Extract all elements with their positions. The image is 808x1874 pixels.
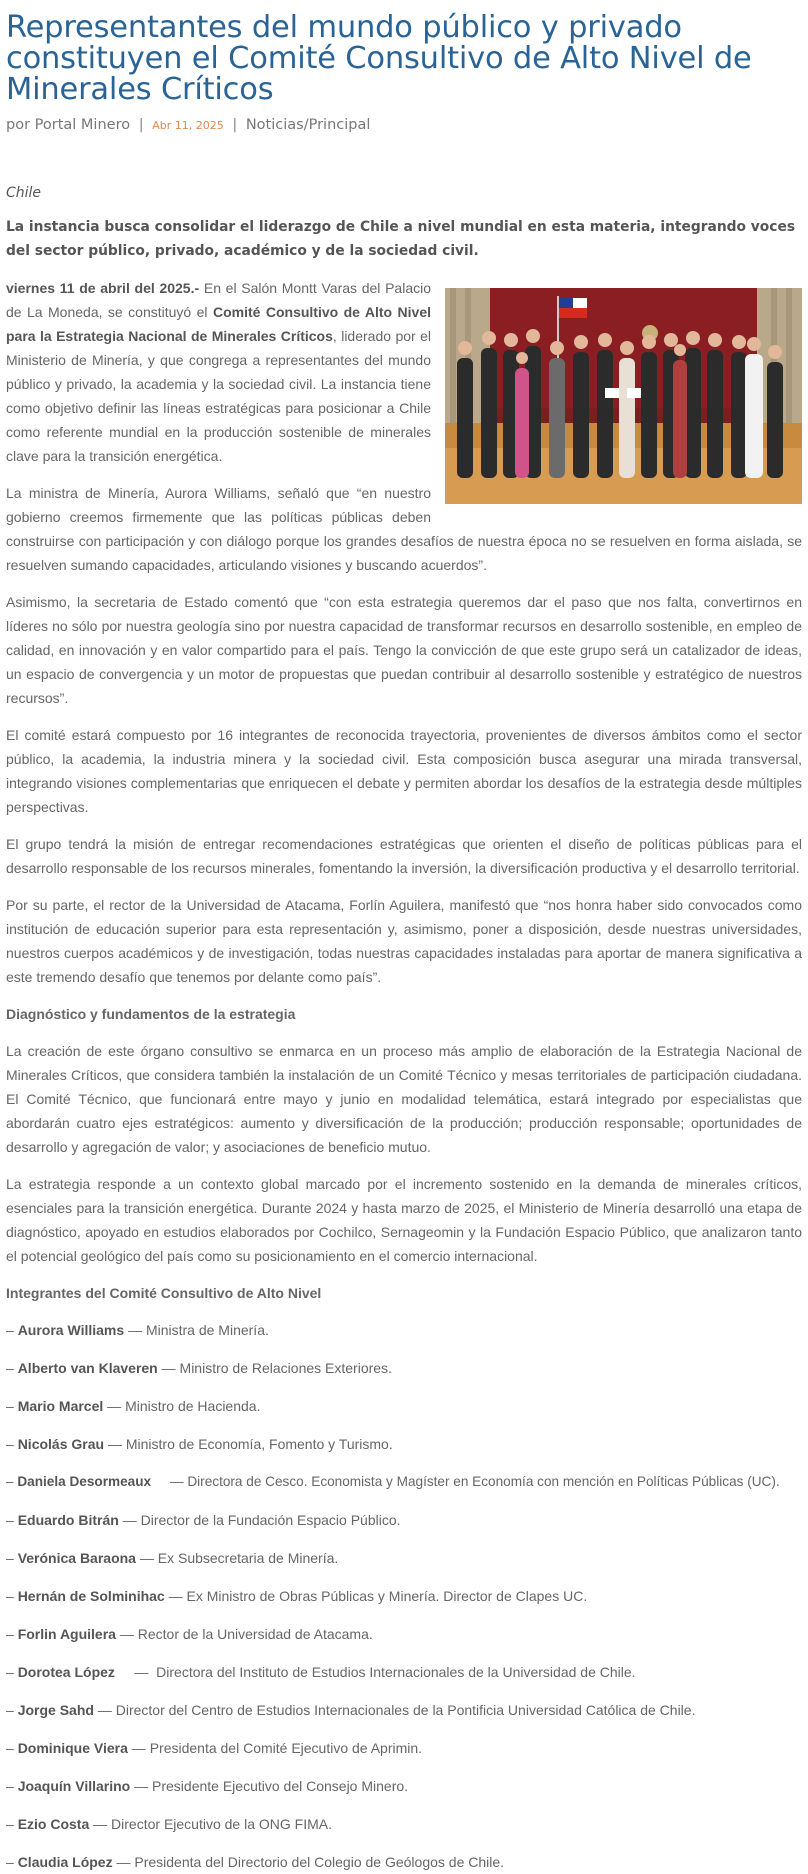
member-name: Nicolás Grau <box>17 1436 105 1452</box>
paragraph-1 <box>6 276 802 468</box>
meta-separator: | <box>232 117 238 133</box>
member-role: Director Ejecutivo de la ONG FIMA. <box>111 1816 332 1832</box>
member-name: Dorotea López <box>17 1664 115 1680</box>
member-role: Presidenta del Directorio del Colegio de Geólogos de Chile. <box>134 1854 505 1870</box>
post-meta <box>6 117 802 133</box>
member-sep: — <box>130 1778 153 1794</box>
list-item <box>6 1774 802 1798</box>
list-item <box>6 1432 802 1456</box>
member-name: Joaquín Villarino <box>17 1778 131 1794</box>
article-title: Representantes del mundo público y privado constituyen el Comité Consultivo de Alto Nivel de Minerales Críticos <box>6 10 752 107</box>
member-role: Presidenta del Comité Ejecutivo de Aprimin. <box>149 1740 423 1756</box>
member-role: Directora del Instituto de Estudios Internacionales de la Universidad de Chile. <box>156 1664 636 1680</box>
member-name: Mario Marcel <box>17 1398 104 1414</box>
list-item <box>6 1698 802 1722</box>
member-sep: — <box>115 1626 138 1642</box>
paragraph-5: El grupo tendrá la misión de entregar recomendaciones estratégicas que orienten el diseño de políticas públicas para el desarrollo responsable de los recursos minerales, fomentando la inversión, la diversificación productiva y el desarrollo territorial. <box>6 836 802 876</box>
article-photo <box>445 288 802 504</box>
dash: – <box>6 1816 18 1832</box>
dash: – <box>6 1702 18 1718</box>
member-sep: — <box>135 1550 158 1566</box>
region-label: Chile <box>6 185 42 201</box>
member-role: Director del Centro de Estudios Internacionales de la Pontificia Universidad Católica de Chile. <box>115 1702 696 1718</box>
member-sep: — <box>127 1740 150 1756</box>
paragraph-6: Por su parte, el rector de la Universidad de Atacama, Forlín Aguilera, manifestó que “nos honra haber sido convocados como institución de educación superior para esta representación y, asimismo, poner a disposición, desde nuestras universidades, nuestros cuerpos académicos y de investigación, todas nuestras capacidades instaladas para aportar de manera significativa a este tremendo desafío que tenemos por delante como país”. <box>6 897 802 985</box>
p1-text-b: , liderado por el Ministerio de Minería, y que congrega a representantes del mundo público y privado, la academia y la sociedad civil. La instancia tiene como objetivo definir las líneas estratégicas para posicionar a Chile como referente mundial en la producción sostenible de minerales clave para la transición energética. <box>6 328 431 464</box>
section-heading-diagnostico: Diagnóstico y fundamentos de la estrategia <box>6 1006 296 1022</box>
member-role: Ministro de Relaciones Exteriores. <box>179 1360 392 1376</box>
category-link[interactable]: Noticias/Principal <box>245 117 371 133</box>
member-sep: — <box>104 1436 126 1452</box>
member-sep: — <box>114 1664 157 1680</box>
member-sep: — <box>118 1512 141 1528</box>
member-role: Presidente Ejecutivo del Consejo Minero. <box>152 1778 409 1794</box>
author-link[interactable]: Portal Minero <box>34 117 131 133</box>
list-item <box>6 1812 802 1836</box>
list-item <box>6 1508 802 1532</box>
list-item <box>6 1850 802 1874</box>
members-list <box>6 1318 802 1874</box>
member-sep: — <box>164 1588 187 1604</box>
dash: – <box>6 1778 18 1794</box>
list-item <box>6 1660 802 1684</box>
member-sep: — <box>89 1816 112 1832</box>
dash: – <box>6 1436 18 1452</box>
member-name: Daniela Desormeaux <box>17 1474 152 1489</box>
member-role: Ex Subsecretaria de Minería. <box>157 1550 339 1566</box>
list-item <box>6 1394 802 1418</box>
paragraph-2: La ministra de Minería, Aurora Williams, señaló que “en nuestro gobierno creemos firmemente que las políticas públicas deben construirse con participación y con diálogo porque los grandes desafíos de nuestra época no se resuelven en forma aislada, se resuelven sumando capacidades, articulando visiones y buscando acuerdos”. <box>6 485 802 573</box>
dash: – <box>6 1512 18 1528</box>
dash: – <box>6 1588 18 1604</box>
dash: – <box>6 1740 18 1756</box>
dash: – <box>6 1474 18 1489</box>
member-name: Jorge Sahd <box>17 1702 94 1718</box>
member-role: Ex Ministro de Obras Públicas y Minería. Director de Clapes UC. <box>186 1588 588 1604</box>
member-name: Eduardo Bitrán <box>17 1512 119 1528</box>
member-role: Rector de la Universidad de Atacama. <box>137 1626 373 1642</box>
list-item <box>6 1470 802 1494</box>
member-name: Hernán de Solminihac <box>17 1588 165 1604</box>
member-name: Ezio Costa <box>17 1816 90 1832</box>
list-item <box>6 1584 802 1608</box>
paragraph-4: El comité estará compuesto por 16 integrantes de reconocida trayectoria, provenientes de diversos ámbitos como el sector público, la academia, la industria minera y la sociedad civil. Esta composición busca asegurar una mirada transversal, integrando visiones complementarias que enriquecen el debate y permiten abordar los desafíos de la estrategia desde múltiples perspectivas. <box>6 727 802 815</box>
dash: – <box>6 1854 18 1870</box>
member-role: Ministra de Minería. <box>145 1322 269 1338</box>
member-name: Forlin Aguilera <box>17 1626 116 1642</box>
meta-by: por <box>6 117 31 133</box>
member-sep: — <box>103 1398 126 1414</box>
paragraph-3: Asimismo, la secretaria de Estado comentó que “con esta estrategia queremos dar el paso que nos falta, convertirnos en líderes no sólo por nuestra geología sino por nuestra capacidad de transformar recursos en desarrollo sostenible, en empleo de calidad, en innovación y en valor compartido para el país. Tengo la convicción de que este grupo será un catalizador de ideas, un espacio de convergencia y un motor de propuestas que puedan contribuir al desarrollo sostenible y estratégico de nuestros recursos”. <box>6 594 802 706</box>
paragraph-8: La estrategia responde a un contexto global marcado por el incremento sostenido en la demanda de minerales críticos, esenciales para la transición energética. Durante 2024 y hasta marzo de 2025, el Ministerio de Minería desarrolló una etapa de diagnóstico, apoyado en estudios elaborados por Cochilco, Sernageomin y la Fundación Espacio Público, que analizaron tanto el potencial geológico del país como su posicionamiento en el comercio internacional. <box>6 1176 802 1264</box>
committee-name: Comité Consultivo de Alto Nivel para la Estrategia Nacional de Minerales Críticos <box>6 304 431 344</box>
dateline: viernes 11 de abril del 2025.- <box>6 280 200 296</box>
member-role: Ministro de Economía, Fomento y Turismo. <box>125 1436 393 1452</box>
list-item <box>6 1546 802 1570</box>
dash: – <box>6 1626 18 1642</box>
member-sep: — <box>93 1702 116 1718</box>
member-name: Alberto van Klaveren <box>17 1360 158 1376</box>
section-heading-integrantes: Integrantes del Comité Consultivo de Alto Nivel <box>6 1285 322 1301</box>
dash: – <box>6 1398 18 1414</box>
lead-paragraph: La instancia busca consolidar el liderazgo de Chile a nivel mundial en esta materia, integrando voces del sector público, privado, académico y de la sociedad civil. <box>6 219 796 259</box>
member-role: Ministro de Hacienda. <box>125 1398 261 1414</box>
list-item <box>6 1356 802 1380</box>
dash: – <box>6 1322 18 1338</box>
list-item <box>6 1736 802 1760</box>
paragraph-7: La creación de este órgano consultivo se enmarca en un proceso más amplio de elaboración de la Estrategia Nacional de Minerales Críticos, que considera también la instalación de un Comité Técnico y mesas territoriales de participación ciudadana. El Comité Técnico, que funcionará entre mayo y junio en modalidad telemática, estará integrado por especialistas que abordarán cuatro ejes estratégicos: aumento y diversificación de la producción; producción responsable; oportunidades de desarrollo y agregación de valor; y asociaciones de beneficio mutuo. <box>6 1043 802 1155</box>
member-sep: — <box>112 1854 135 1870</box>
meta-separator: | <box>138 117 144 133</box>
member-sep: — <box>151 1474 188 1489</box>
member-role: Director de la Fundación Espacio Público. <box>140 1512 401 1528</box>
member-role: Directora de Cesco. Economista y Magíster en Economía con mención en Políticas Públicas (UC). <box>187 1474 780 1489</box>
member-name: Dominique Viera <box>17 1740 128 1756</box>
member-name: Claudia López <box>17 1854 113 1870</box>
p1-text-a: En el Salón Montt Varas del Palacio de La Moneda, se constituyó el <box>6 280 432 320</box>
member-sep: — <box>157 1360 180 1376</box>
list-item <box>6 1318 802 1342</box>
dash: – <box>6 1664 18 1680</box>
list-item <box>6 1622 802 1646</box>
member-name: Verónica Baraona <box>17 1550 136 1566</box>
member-name: Aurora Williams <box>17 1322 125 1338</box>
dash: – <box>6 1550 18 1566</box>
dash: – <box>6 1360 18 1376</box>
member-sep: — <box>124 1322 146 1338</box>
post-date: Abr 11, 2025 <box>152 119 224 132</box>
